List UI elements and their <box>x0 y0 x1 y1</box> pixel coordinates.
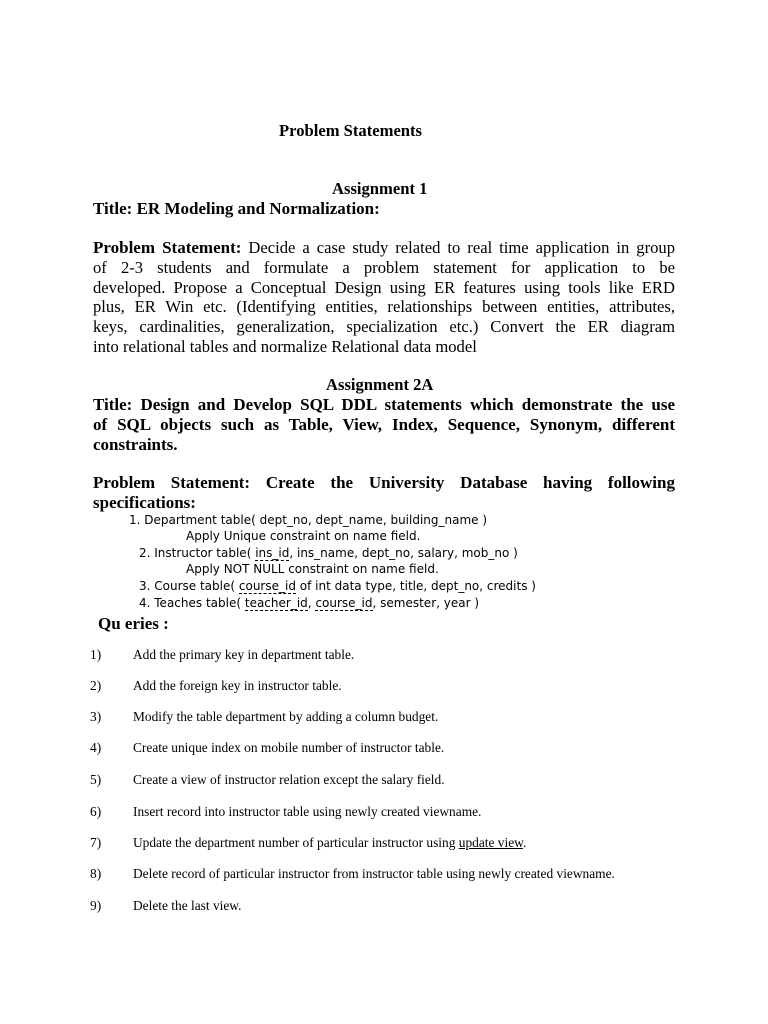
query-number: 3) <box>90 709 102 724</box>
assignment-2a-problem-line-1: Problem Statement: Create the University Database having following <box>93 473 675 492</box>
spec-text: 4. Teaches table( <box>139 596 242 610</box>
update-view-link[interactable]: update view <box>458 835 523 850</box>
query-text: Modify the table department by adding a column budget. <box>133 709 439 724</box>
query-text: Delete record of particular instructor from instructor table using newly created viewname. <box>133 866 615 881</box>
primary-key-ins-id: ins_id <box>255 546 290 560</box>
problem-statement-label: Problem Statement: <box>93 238 242 257</box>
spec-teaches-table <box>139 596 479 610</box>
primary-key-course-id: course_id <box>238 579 296 593</box>
spec-text: , ins_name, dept_no, salary, mob_no ) <box>289 546 518 560</box>
query-number: 4) <box>90 740 102 755</box>
query-text-part: Update the department number of particular instructor using <box>133 835 459 850</box>
spec-instructor-table <box>139 546 518 560</box>
assignment-2a-heading: Assignment 2A <box>326 375 434 394</box>
assignment-1-title: Title: ER Modeling and Normalization: <box>93 199 380 218</box>
spec-text: 3. Course table( <box>139 579 236 593</box>
assignment-1-problem-line-2: of 2-3 students and formulate a problem statement for application to be <box>93 258 675 277</box>
query-text: Create a view of instructor relation except the salary field. <box>133 772 445 787</box>
query-number: 2) <box>90 678 102 693</box>
query-number: 1) <box>90 647 102 662</box>
assignment-1-heading: Assignment 1 <box>332 179 428 198</box>
assignment-1-problem-line-5: keys, cardinalities, generalization, specialization etc.) Convert the ER diagram <box>93 317 675 336</box>
spec-text: , semester, year ) <box>372 596 480 610</box>
primary-key-course-id: course_id <box>315 596 373 610</box>
query-text: Add the foreign key in instructor table. <box>133 678 342 693</box>
query-number: 6) <box>90 804 102 819</box>
spec-department-note: Apply Unique constraint on name field. <box>186 529 421 543</box>
query-number: 9) <box>90 898 102 913</box>
spec-text: of int data type, title, dept_no, credits ) <box>299 579 536 593</box>
primary-key-teacher-id: teacher_id <box>244 596 308 610</box>
queries-label: Qu eries : <box>98 614 169 633</box>
query-number: 7) <box>90 835 102 850</box>
assignment-2a-title-line-3: constraints. <box>93 435 178 454</box>
assignment-1-problem-line-3: developed. Propose a Conceptual Design using ER features using tools like ERD <box>93 278 675 297</box>
spec-course-table <box>139 579 536 593</box>
query-text: Add the primary key in department table. <box>133 647 355 662</box>
assignment-1-problem-line-4: plus, ER Win etc. (Identifying entities, relationships between entities, attributes, <box>93 297 675 316</box>
assignment-2a-problem-line-2: specifications: <box>93 493 196 512</box>
assignment-2a-title-line-1: Title: Design and Develop SQL DDL statements which demonstrate the use <box>93 395 675 414</box>
spec-instructor-note: Apply NOT NULL constraint on name field. <box>186 562 439 576</box>
query-text: Insert record into instructor table using newly created viewname. <box>133 804 482 819</box>
assignment-1-problem-line-1 <box>93 238 675 258</box>
assignment-2a-title-line-2: of SQL objects such as Table, View, Index, Sequence, Synonym, different <box>93 415 675 434</box>
assignment-1-problem-line-6: into relational tables and normalize Relational data model <box>93 337 477 356</box>
query-text: Delete the last view. <box>133 898 242 913</box>
spec-department-table: 1. Department table( dept_no, dept_name, building_name ) <box>129 513 488 527</box>
problem-statement-text: Decide a case study related to real time application in group <box>248 238 675 257</box>
query-number: 8) <box>90 866 102 881</box>
page-title: Problem Statements <box>279 121 423 140</box>
spec-text: 2. Instructor table( <box>139 546 252 560</box>
query-text-part: . <box>522 835 527 850</box>
query-text: Create unique index on mobile number of instructor table. <box>133 740 445 755</box>
spec-text: , <box>307 596 312 610</box>
query-number: 5) <box>90 772 102 787</box>
query-text <box>133 835 526 851</box>
